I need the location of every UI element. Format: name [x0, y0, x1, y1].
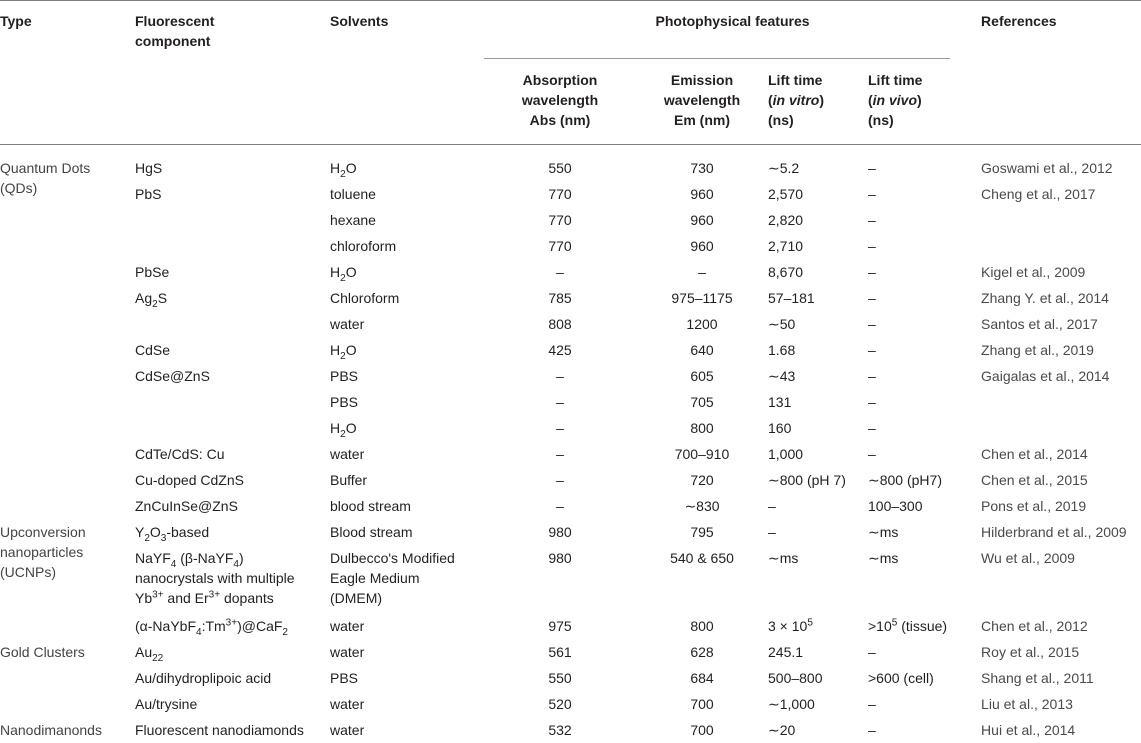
reference-cell: [981, 388, 1141, 414]
solvent-cell: blood stream: [330, 498, 411, 514]
header-photophysical: Photophysical features: [655, 13, 810, 29]
solvent-cell: water: [330, 722, 365, 738]
component-cell: PbS: [135, 186, 162, 202]
component-cell: [135, 232, 330, 258]
component-cell: $Y_2O_3$-based: [135, 524, 210, 544]
component-cell: CdSe@ZnS: [135, 368, 210, 384]
component-cell: Cu-doped CdZnS: [135, 472, 244, 488]
reference-cell: Kigel et al., 2009: [981, 264, 1086, 280]
component-cell: [135, 206, 330, 232]
table-row: [0, 440, 1141, 466]
solvent-cell: Buffer: [330, 472, 368, 488]
table-row: [0, 336, 1141, 362]
abs-cell: 980: [548, 550, 572, 566]
header-emission: Emission wavelength Em (nm): [663, 72, 741, 128]
vitro-cell: ∼43: [768, 368, 796, 384]
abs-cell: 770: [548, 186, 572, 202]
table-row: [0, 612, 1141, 638]
em-cell: –: [698, 264, 706, 280]
solvent-cell: chloroform: [330, 238, 397, 254]
vitro-cell: 2,570: [768, 186, 804, 202]
table-row: [0, 716, 1141, 742]
vitro-cell: –: [768, 498, 776, 514]
solvent-cell: PBS: [330, 670, 359, 686]
component-cell: Fluorescent nanodiamonds: [135, 722, 304, 738]
solvent-cell: water: [330, 316, 365, 332]
table-row: [0, 414, 1141, 440]
reference-cell: Pons et al., 2019: [981, 498, 1087, 514]
em-cell: 720: [690, 472, 714, 488]
abs-cell: –: [556, 394, 564, 410]
abs-cell: –: [556, 498, 564, 514]
table-row: [0, 466, 1141, 492]
vitro-cell: ∼5.2: [768, 160, 800, 176]
abs-cell: 425: [548, 342, 572, 358]
vivo-cell: –: [868, 368, 876, 384]
reference-cell: Zhang et al., 2019: [981, 342, 1094, 358]
vitro-cell: 245.1: [768, 644, 804, 660]
table-row: [0, 154, 1141, 180]
abs-cell: 520: [548, 696, 572, 712]
abs-cell: 550: [548, 670, 572, 686]
reference-cell: Goswami et al., 2012: [981, 160, 1113, 176]
vitro-cell: 2,710: [768, 238, 804, 254]
type-gold-clusters: Gold Clusters: [0, 644, 85, 660]
reference-cell: [981, 232, 1141, 258]
vivo-cell: –: [868, 290, 876, 306]
solvent-cell: $H_2O$: [330, 160, 357, 180]
table-row: [0, 284, 1141, 310]
abs-cell: 785: [548, 290, 572, 306]
header-lifetime-in-vivo: Lift time (in vivo) (ns): [868, 72, 923, 128]
table-row: [0, 206, 1141, 232]
header-type: Type: [0, 13, 32, 29]
solvent-cell: toluene: [330, 186, 376, 202]
vivo-cell: –: [868, 394, 876, 410]
em-cell: 960: [690, 186, 714, 202]
vitro-cell: ∼20: [768, 722, 796, 738]
vivo-cell: $>10^5$ (tissue): [868, 617, 948, 634]
reference-cell: Wu et al., 2009: [981, 550, 1075, 566]
em-cell: 628: [690, 644, 714, 660]
em-cell: 605: [690, 368, 714, 384]
solvent-cell: water: [330, 446, 365, 462]
vivo-cell: –: [868, 212, 876, 228]
vivo-cell: –: [868, 316, 876, 332]
em-cell: 795: [690, 524, 714, 540]
abs-cell: –: [556, 264, 564, 280]
reference-cell: Liu et al., 2013: [981, 696, 1073, 712]
type-upconversion: Upconversion nanoparticles (UCNPs): [0, 524, 86, 580]
component-cell: $(\alpha-NaYbF_4:Tm^{3+})@CaF_2$: [135, 617, 288, 638]
em-cell: 640: [690, 342, 714, 358]
vivo-cell: –: [868, 696, 876, 712]
reference-cell: Chen et al., 2014: [981, 446, 1088, 462]
component-cell: [135, 388, 330, 414]
em-cell: 540 & 650: [670, 550, 734, 566]
table-row: [0, 544, 1141, 612]
component-cell: $Ag_2S$: [135, 290, 168, 310]
vitro-cell: 500–800: [768, 670, 823, 686]
table-row: [0, 664, 1141, 690]
reference-cell: [981, 206, 1141, 232]
type-nanodiamonds: Nanodimanonds: [0, 722, 102, 738]
solvent-cell: Blood stream: [330, 524, 413, 540]
vivo-cell: ∼ms: [868, 550, 899, 566]
vitro-cell: 2,820: [768, 212, 804, 228]
vivo-cell: –: [868, 264, 876, 280]
reference-cell: [981, 414, 1141, 440]
reference-cell: Roy et al., 2015: [981, 644, 1080, 660]
em-cell: 960: [690, 238, 714, 254]
table-row: [0, 690, 1141, 716]
abs-cell: –: [556, 368, 564, 384]
header-absorption: Absorption wavelength Abs (nm): [521, 72, 599, 128]
table-row: [0, 638, 1141, 664]
em-cell: 684: [690, 670, 714, 686]
reference-cell: Zhang Y. et al., 2014: [981, 290, 1109, 306]
abs-cell: –: [556, 420, 564, 436]
solvent-cell: water: [330, 644, 365, 660]
reference-cell: Santos et al., 2017: [981, 316, 1098, 332]
abs-cell: 980: [548, 524, 572, 540]
solvent-cell: Chloroform: [330, 290, 400, 306]
vivo-cell: –: [868, 644, 876, 660]
em-cell: 730: [690, 160, 714, 176]
vitro-cell: 1,000: [768, 446, 804, 462]
vitro-cell: ∼50: [768, 316, 796, 332]
vitro-cell: ∼800 (pH 7): [768, 472, 846, 488]
vitro-cell: 1.68: [768, 342, 796, 358]
table-row: [0, 180, 1141, 206]
vitro-cell: 57–181: [768, 290, 815, 306]
vivo-cell: –: [868, 446, 876, 462]
em-cell: 800: [690, 618, 714, 634]
table-row: [0, 492, 1141, 518]
vivo-cell: ∼ms: [868, 524, 899, 540]
component-cell: CdTe/CdS: Cu: [135, 446, 225, 462]
reference-cell: Hui et al., 2014: [981, 722, 1076, 738]
vitro-cell: $3 \times 10^5$: [768, 617, 813, 634]
header-solvents: Solvents: [330, 13, 389, 29]
header-lifetime-in-vitro: Lift time (in vitro) (ns): [768, 72, 825, 128]
table-row: [0, 232, 1141, 258]
vivo-cell: 100–300: [868, 498, 923, 514]
table-row: [0, 258, 1141, 284]
em-cell: 700–910: [674, 446, 730, 462]
reference-cell: Shang et al., 2011: [981, 670, 1094, 686]
solvent-cell: $H_2O$: [330, 264, 357, 284]
vivo-cell: –: [868, 186, 876, 202]
abs-cell: –: [556, 446, 564, 462]
abs-cell: 532: [548, 722, 572, 738]
solvent-cell: water: [330, 696, 365, 712]
abs-cell: 770: [548, 212, 572, 228]
subheader-row: [0, 60, 1141, 145]
vitro-cell: 160: [768, 420, 792, 436]
solvent-cell: $H_2O$: [330, 420, 357, 440]
em-cell: 800: [690, 420, 714, 436]
vitro-cell: 131: [768, 394, 792, 410]
em-cell: ∼830: [684, 498, 720, 514]
table-row: [0, 362, 1141, 388]
solvent-cell: hexane: [330, 212, 376, 228]
abs-cell: 975: [548, 618, 572, 634]
table-row: [0, 518, 1141, 544]
solvent-cell: PBS: [330, 368, 359, 384]
abs-cell: 770: [548, 238, 572, 254]
abs-cell: 561: [548, 644, 572, 660]
em-cell: 705: [690, 394, 714, 410]
abs-cell: –: [556, 472, 564, 488]
reference-cell: Chen et al., 2012: [981, 618, 1088, 634]
reference-cell: Cheng et al., 2017: [981, 186, 1096, 202]
solvent-cell: PBS: [330, 394, 359, 410]
header-component: Fluorescent component: [135, 13, 215, 49]
component-cell: [135, 310, 330, 336]
solvent-cell: water: [330, 618, 365, 634]
solvent-cell: Dulbecco's Modified Eagle Medium (DMEM): [330, 550, 455, 606]
component-cell: CdSe: [135, 342, 171, 358]
reference-cell: Gaigalas et al., 2014: [981, 368, 1110, 384]
em-cell: 960: [690, 212, 714, 228]
vitro-cell: ∼1,000: [768, 696, 815, 712]
solvent-cell: $H_2O$: [330, 342, 357, 362]
table-row: [0, 388, 1141, 414]
vivo-cell: –: [868, 420, 876, 436]
type-quantum-dots: Quantum Dots (QDs): [0, 160, 91, 196]
vivo-cell: –: [868, 722, 876, 738]
vivo-cell: –: [868, 342, 876, 358]
vivo-cell: ∼800 (pH7): [868, 472, 942, 488]
vivo-cell: –: [868, 238, 876, 254]
component-cell: Au/trysine: [135, 696, 198, 712]
reference-cell: Hilderbrand et al., 2009: [981, 524, 1127, 540]
reference-cell: Chen et al., 2015: [981, 472, 1088, 488]
table-row: [0, 310, 1141, 336]
vivo-cell: –: [868, 160, 876, 176]
abs-cell: 808: [548, 316, 572, 332]
component-cell: HgS: [135, 160, 163, 176]
component-cell: $Au_{22}$: [135, 644, 164, 664]
vitro-cell: ∼ms: [768, 550, 799, 566]
em-cell: 700: [690, 722, 714, 738]
component-cell: PbSe: [135, 264, 170, 280]
header-row: [0, 0, 1141, 60]
em-cell: 1200: [686, 316, 718, 332]
em-cell: 700: [690, 696, 714, 712]
vivo-cell: >600 (cell): [868, 670, 934, 686]
em-cell: 975–1175: [671, 290, 733, 306]
component-cell: NaYF$_4$ (β-NaYF$_4$) nanocrystals with multiple $Yb^{3+}$ and $Er^{3+}$ dopants: [135, 550, 295, 606]
component-cell: [135, 414, 330, 440]
vitro-cell: 8,670: [768, 264, 804, 280]
abs-cell: 550: [548, 160, 572, 176]
component-cell: ZnCuInSe@ZnS: [135, 498, 238, 514]
header-references: References: [981, 13, 1057, 29]
component-cell: Au/dihydroplipoic acid: [135, 670, 272, 686]
vitro-cell: –: [768, 524, 776, 540]
